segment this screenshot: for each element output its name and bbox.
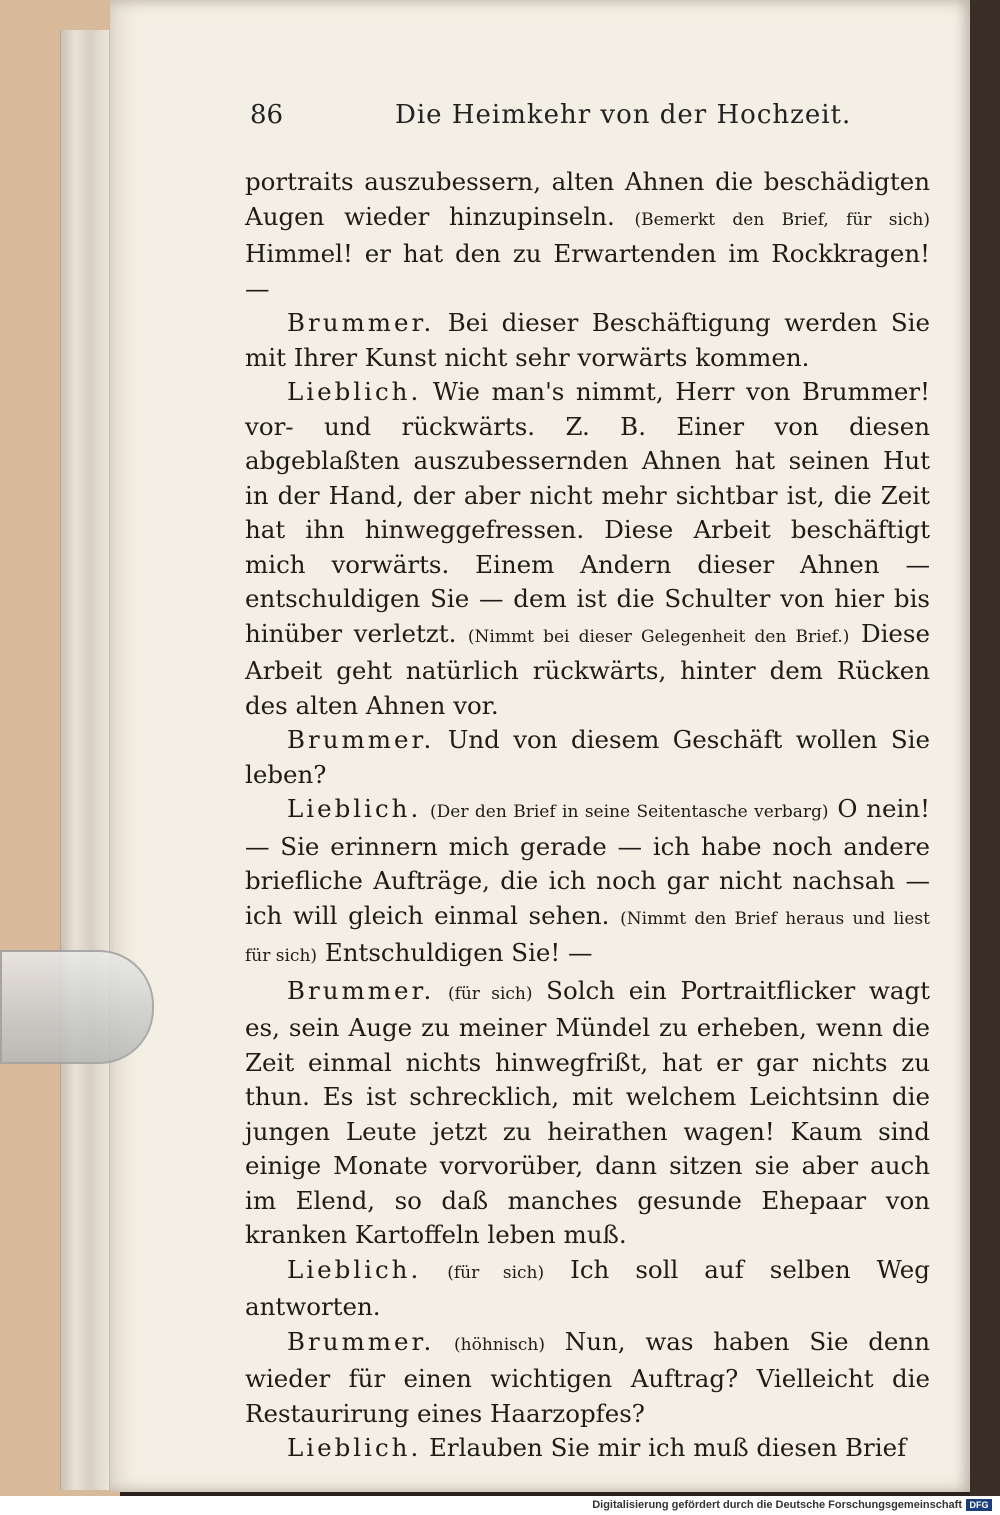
speaker-name: Lieblich. bbox=[287, 1433, 422, 1462]
speaker-name: Brummer. bbox=[287, 975, 435, 1005]
speaker-name: Lieblich. bbox=[287, 1254, 422, 1284]
paragraph: portraits auszubessern, alten Ahnen die beschädigten Augen wieder hinzupinseln. (Bemerkt den Brief, für sich) Himmel! er hat den zu Erwartenden im Rockkragen! — bbox=[245, 167, 930, 303]
speaker-name: Lieblich. bbox=[287, 377, 422, 406]
paragraph: Lieblich. Wie man's nimmt, Herr von Brummer! vor- und rückwärts. Z. B. Einer von diesen abgeblaßten auszubessernden Ahnen hat seinen Hut in der Hand, der aber nicht mehr sichtbar ist, die Zeit hat ihn hinweggefressen. Diese Arbeit beschäftigt mich vorwärts. Einem Andern dieser Ahnen — entschuldigen Sie — dem ist die Schulter von hier bis hinüber verletzt. (Nimmt bei dieser Gelegenheit den Brief.) Diese Arbeit geht natürlich rückwärts, hinter dem Rücken des alten Ahnen vor. bbox=[245, 377, 930, 720]
stage-direction: (Bemerkt den Brief, für sich) bbox=[634, 209, 930, 230]
footer-bar bbox=[0, 1496, 1000, 1515]
speaker-name: Lieblich. bbox=[287, 794, 422, 823]
speaker-name: Brummer. bbox=[287, 725, 435, 754]
paragraph: Brummer. (für sich) Solch ein Portraitflicker wagt es, sein Auge zu meiner Mündel zu erheben, wenn die Zeit einmal nichts hinwegfrißt, hat er gar nichts zu thun. Es ist schrecklich, mit welchem Leichtsinn die jungen Leute jetzt zu heirathen wagen! Kaum sind einige Monate vorvorüber, dann sitzen sie aber auch im Elend, so daß manches gesunde Ehepaar von kranken Kartoffeln leben muß. bbox=[245, 975, 930, 1249]
paragraph: Lieblich. Erlauben Sie mir ich muß diesen Brief bbox=[287, 1433, 907, 1462]
stage-direction: (höhnisch) bbox=[454, 1334, 546, 1355]
speaker-name: Brummer. bbox=[287, 1326, 435, 1356]
stage-direction: (Der den Brief in seine Seitentasche verbarg) bbox=[430, 802, 829, 822]
funding-notice: Digitalisierung gefördert durch die Deutsche Forschungsgemeinschaft bbox=[592, 1499, 962, 1511]
running-title: Die Heimkehr von der Hochzeit. bbox=[395, 100, 852, 130]
paragraph: Brummer. (höhnisch) Nun, was haben Sie denn wieder für einen wichtigen Auftrag? Vielleicht die Restaurirung eines Haarzopfes? bbox=[245, 1326, 930, 1428]
speaker-name: Brummer. bbox=[287, 308, 435, 337]
stage-direction: (Nimmt bei dieser Gelegenheit den Brief.) bbox=[467, 626, 850, 647]
paragraph: Lieblich. (für sich) Ich soll auf selben Weg antworten. bbox=[245, 1254, 930, 1321]
page-header bbox=[250, 100, 930, 140]
body-text bbox=[245, 165, 930, 1466]
paragraph: Brummer. Und von diesem Geschäft wollen Sie leben? bbox=[245, 725, 930, 789]
paragraph: Lieblich. (Der den Brief in seine Seitentasche verbarg) O nein! — Sie erinnern mich gerade — ich habe noch andere briefliche Aufträge, die ich noch gar nicht nachsah — ich will gleich einmal sehen. (Nimmt den Brief heraus und liest für sich) Entschuldigen Sie! — bbox=[245, 794, 930, 967]
dfg-logo[interactable]: DFG bbox=[966, 1499, 992, 1511]
paragraph: Brummer. Bei dieser Beschäftigung werden Sie mit Ihrer Kunst nicht sehr vorwärts kommen. bbox=[245, 308, 930, 372]
page-number: 86 bbox=[250, 100, 284, 130]
stage-direction: (für sich) bbox=[447, 983, 533, 1004]
book-spine-shadow bbox=[970, 0, 1000, 1500]
stage-direction: (für sich) bbox=[447, 1262, 545, 1283]
page-stack-edges bbox=[60, 30, 109, 1490]
stage-direction: (Nimmt den Brief heraus und liest für sich) bbox=[245, 908, 930, 966]
page-clip bbox=[0, 950, 154, 1064]
